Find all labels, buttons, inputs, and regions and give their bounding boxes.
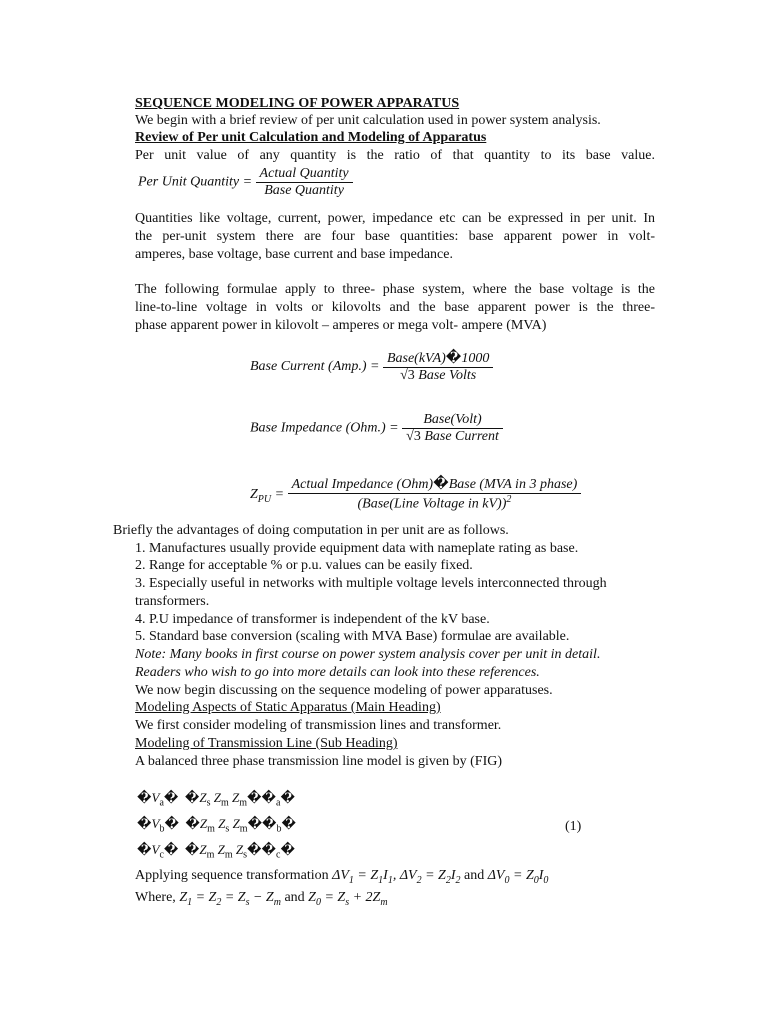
zpu-equation xyxy=(250,476,581,513)
denominator-exponent: 2 xyxy=(506,494,512,505)
fraction-numerator: Base(Volt) xyxy=(402,412,503,429)
equation-fraction xyxy=(256,166,353,199)
denominator-term: Base Current xyxy=(424,429,499,444)
document-title: SEQUENCE MODELING OF POWER APPARATUS xyxy=(135,96,460,111)
pu-definition: Per unit value of any quantity is the ratio of that quantity to its base value. xyxy=(135,148,655,163)
advantage-item: transformers. xyxy=(135,594,210,609)
unknown-glyph-icon: � xyxy=(184,842,200,857)
equation-fraction xyxy=(288,476,582,513)
per-unit-equation xyxy=(138,166,353,199)
fraction-denominator: Base Quantity xyxy=(264,183,344,198)
note-line-1: Note: Many books in first course on power system analysis cover per unit in detail. xyxy=(135,647,601,662)
advantage-item: 5. Standard base conversion (scaling with MVA Base) formulae are available. xyxy=(135,629,570,644)
numerator-factor: 1000 xyxy=(461,351,490,366)
where-and: and xyxy=(284,890,305,905)
where-text: Where, xyxy=(135,890,176,905)
advantage-item: 1. Manufactures usually provide equipment data with nameplate rating as base. xyxy=(135,541,579,556)
unknown-glyph-icon: �� xyxy=(247,842,276,857)
applying-line xyxy=(135,867,548,889)
fraction-denominator xyxy=(402,429,503,445)
fraction-numerator xyxy=(383,350,493,368)
equation-fraction xyxy=(402,412,503,445)
base-impedance-equation xyxy=(250,412,503,445)
main-heading: Modeling Aspects of Static Apparatus (Main Heading) xyxy=(135,700,441,715)
applying-text: Applying sequence transformation xyxy=(135,868,329,883)
sqrt-icon: √ xyxy=(400,368,408,383)
applying-and: and xyxy=(464,868,485,883)
fraction-denominator xyxy=(288,494,582,513)
fraction-numerator xyxy=(288,476,582,494)
equation-number: (1) xyxy=(565,819,582,834)
equation-fraction xyxy=(383,350,493,384)
base-current-equation xyxy=(250,350,493,384)
fraction-denominator xyxy=(383,368,493,384)
unknown-glyph-icon: � xyxy=(137,816,152,831)
where-line xyxy=(135,889,388,911)
sequence-intro: We now begin discussing on the sequence modeling of power apparatuses. xyxy=(135,683,553,698)
equation-lhs: Base Impedance (Ohm.) = xyxy=(250,420,399,436)
main-text: We first consider modeling of transmission lines and transformer. xyxy=(135,718,502,733)
quantities-line-1: Quantities like voltage, current, power, impedance etc can be expressed in per unit. In xyxy=(135,211,655,226)
matrix-row-1: $�V_a�$ $�Z_s$ $Z_m$ $Z_m��_a�$ xyxy=(137,790,295,809)
equation-lhs: Per Unit Quantity = xyxy=(138,174,253,190)
unknown-glyph-icon: �� xyxy=(247,790,276,805)
applying-equation-1: $\Delta V_1 = Z_1I_1$, $\Delta V_2 = Z_2I_2$ xyxy=(332,868,461,886)
intro-text: We begin with a brief review of per unit calculation used in power system analysis. xyxy=(135,113,601,128)
zpu-subscript: PU xyxy=(257,493,272,505)
sqrt-value: 3 xyxy=(407,368,415,383)
denominator-term: (Base(Line Voltage in kV)) xyxy=(357,496,507,512)
sub-text: A balanced three phase transmission line model is given by (FIG) xyxy=(135,754,503,769)
numerator-factor: Base (MVA in 3 phase) xyxy=(448,477,578,492)
unknown-glyph-icon: � xyxy=(280,842,295,857)
sub-heading: Modeling of Transmission Line (Sub Heading) xyxy=(135,736,398,751)
sqrt-value: 3 xyxy=(413,429,421,444)
unknown-glyph-icon: � xyxy=(281,816,297,831)
applying-equation-2: $\Delta V_0 = Z_0I_0$ xyxy=(487,868,549,886)
unknown-glyph-icon: � xyxy=(280,790,295,805)
quantities-line-3: amperes, base voltage, base current and base impedance. xyxy=(135,247,453,262)
denominator-term: Base Volts xyxy=(418,368,477,383)
numerator-term: Actual Impedance (Ohm) xyxy=(291,477,434,492)
quantities-line-2: the per-unit system there are four base quantities: base apparent power in volt- xyxy=(135,229,655,244)
fraction-numerator: Actual Quantity xyxy=(256,166,353,183)
advantage-item: 3. Especially useful in networks with multiple voltage levels interconnected through xyxy=(135,576,607,591)
unknown-glyph-icon: � xyxy=(184,790,200,805)
unknown-glyph-icon: � xyxy=(433,477,449,492)
unknown-glyph-icon: � xyxy=(164,816,179,831)
zpu-symbol: $Z_{PU}$ = xyxy=(250,486,285,505)
where-equation-1: $Z_1 = Z_2 = Z_s - Z_m$ xyxy=(179,890,281,908)
advantages-intro: Briefly the advantages of doing computation in per unit are as follows. xyxy=(113,523,509,538)
section-heading: Review of Per unit Calculation and Modeling of Apparatus xyxy=(135,130,487,145)
unknown-glyph-icon: � xyxy=(185,816,200,831)
unknown-glyph-icon: � xyxy=(445,351,462,366)
where-equation-2: $Z_0 = Z_s + 2Z_m$ xyxy=(308,890,388,908)
equation-lhs: Base Current (Amp.) = xyxy=(250,359,380,375)
sqrt-icon: √ xyxy=(406,429,414,444)
matrix-row-2: $�V_b�$ $�Z_m$ $Z_s$ $Z_m��_b�$ xyxy=(137,816,297,835)
zpu-letter: Z xyxy=(250,486,258,502)
numerator-term: Base(kVA) xyxy=(386,351,446,366)
unknown-glyph-icon: � xyxy=(137,842,152,857)
unknown-glyph-icon: � xyxy=(137,790,152,805)
formulae-line-2: line-to-line voltage in volts or kilovolts and the base apparent power is the three- xyxy=(135,300,655,315)
advantage-item: 4. P.U impedance of transformer is independent of the kV base. xyxy=(135,612,490,627)
unknown-glyph-icon: � xyxy=(163,842,179,857)
advantage-item: 2. Range for acceptable % or p.u. values can be easily fixed. xyxy=(135,558,473,573)
note-line-2: Readers who wish to go into more details can look into these references. xyxy=(135,665,540,680)
formulae-line-1: The following formulae apply to three- phase system, where the base voltage is the xyxy=(135,282,655,297)
unknown-glyph-icon: � xyxy=(163,790,179,805)
matrix-row-3: $�V_c�$ $�Z_m$ $Z_m$ $Z_s��_c�$ xyxy=(137,842,295,861)
formulae-line-3: phase apparent power in kilovolt – amperes or mega volt- ampere (MVA) xyxy=(135,318,547,333)
unknown-glyph-icon: �� xyxy=(247,816,277,831)
